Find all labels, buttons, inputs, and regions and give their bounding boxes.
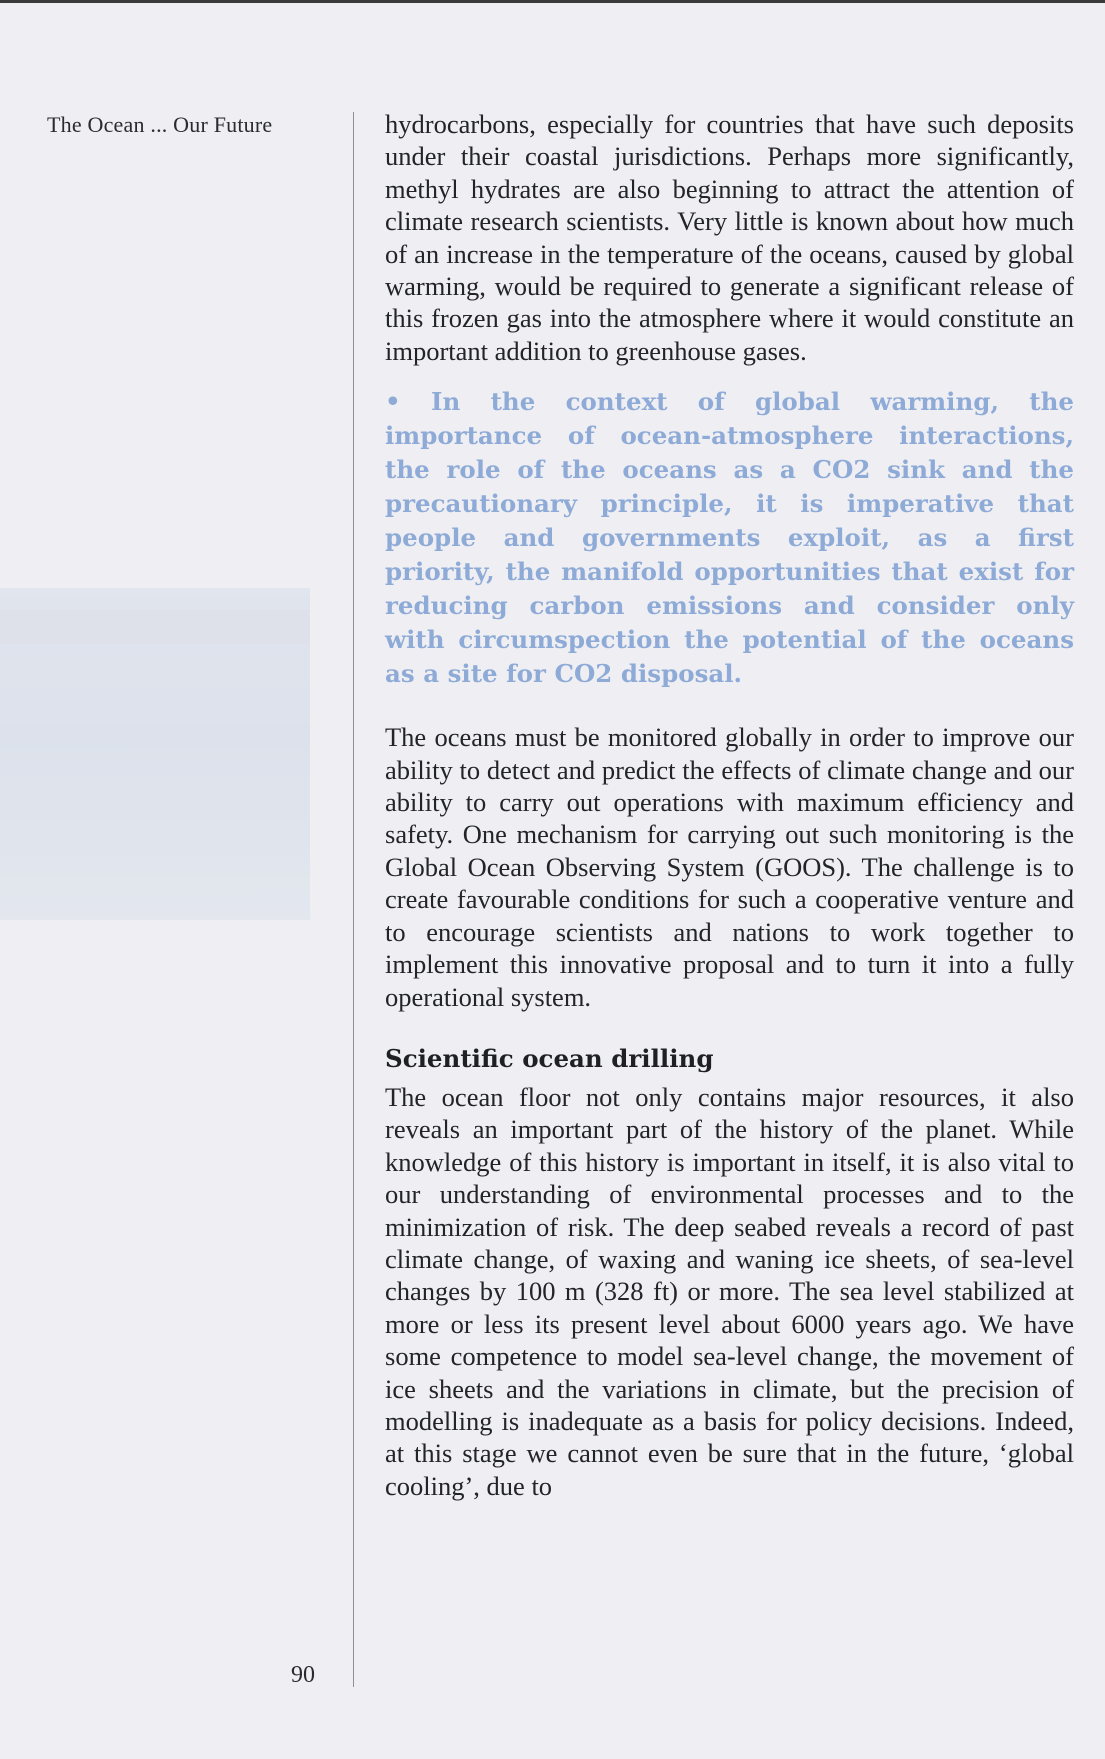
body-paragraph-ocean-floor: The ocean floor not only contains major resources, it also reveals an important part of the history of the planet. While knowledge of this history is important in itself, it is also vital to our understanding of environmental processes and to the minimization of risk. The deep seabed reveals a record of past climate change, of waxing and waning ice sheets, of sea-level changes by 100 m (328 ft) or more. The sea level stabilized at more or less its present level about 6000 years ago. We have some competence to model sea-level change, the movement of ice sheets and the variations in climate, but the precision of modelling is inadequate as a basis for policy decisions. Indeed, at this stage we cannot even be sure that in the future, ‘global cooling’, due to bbox=[385, 1081, 1074, 1501]
show-through-photo bbox=[0, 588, 310, 920]
section-heading: Scientific ocean drilling bbox=[385, 1043, 714, 1073]
page-number: 90 bbox=[291, 1662, 315, 1688]
callout-text: In the context of global warming, the importance of ocean-atmosphere interactions, the role of the oceans as a CO2 sink and the precautionary principle, it is imperative that people and governments exploit, as a first priority, the manifold opportunities that exist for reducing carbon emissions and consider only with circumspection the potential of the oceans as a site for CO2 disposal. bbox=[385, 387, 1074, 689]
main-text-column bbox=[385, 108, 1074, 1502]
top-edge-rule bbox=[0, 0, 1105, 3]
body-paragraph-monitoring: The oceans must be monitored globally in order to improve our ability to detect and predict the effects of climate change and our ability to carry out operations with maximum efficiency and safety. One mechanism for carrying out such monitoring is the Global Ocean Observing System (GOOS). The challenge is to create favourable conditions for such a cooperative venture and to encourage scientists and nations to work together to implement this innovative proposal and to turn it into a fully operational system. bbox=[385, 722, 1074, 1012]
body-paragraph-hydrocarbons: hydrocarbons, especially for countries that have such deposits under their coastal jurisdictions. Perhaps more significantly, methyl hydrates are also beginning to attract the attention of climate research scientists. Very little is known about how much of an increase in the temperature of the oceans, caused by global warming, would be required to generate a significant release of this frozen gas into the atmosphere where it would constitute an important addition to greenhouse gases. bbox=[385, 109, 1074, 366]
highlight-callout bbox=[385, 385, 1074, 691]
running-head: The Ocean ... Our Future bbox=[47, 112, 273, 137]
callout-bullet: • bbox=[385, 387, 401, 417]
column-divider bbox=[353, 112, 354, 1687]
show-through-photo-band bbox=[0, 610, 310, 644]
